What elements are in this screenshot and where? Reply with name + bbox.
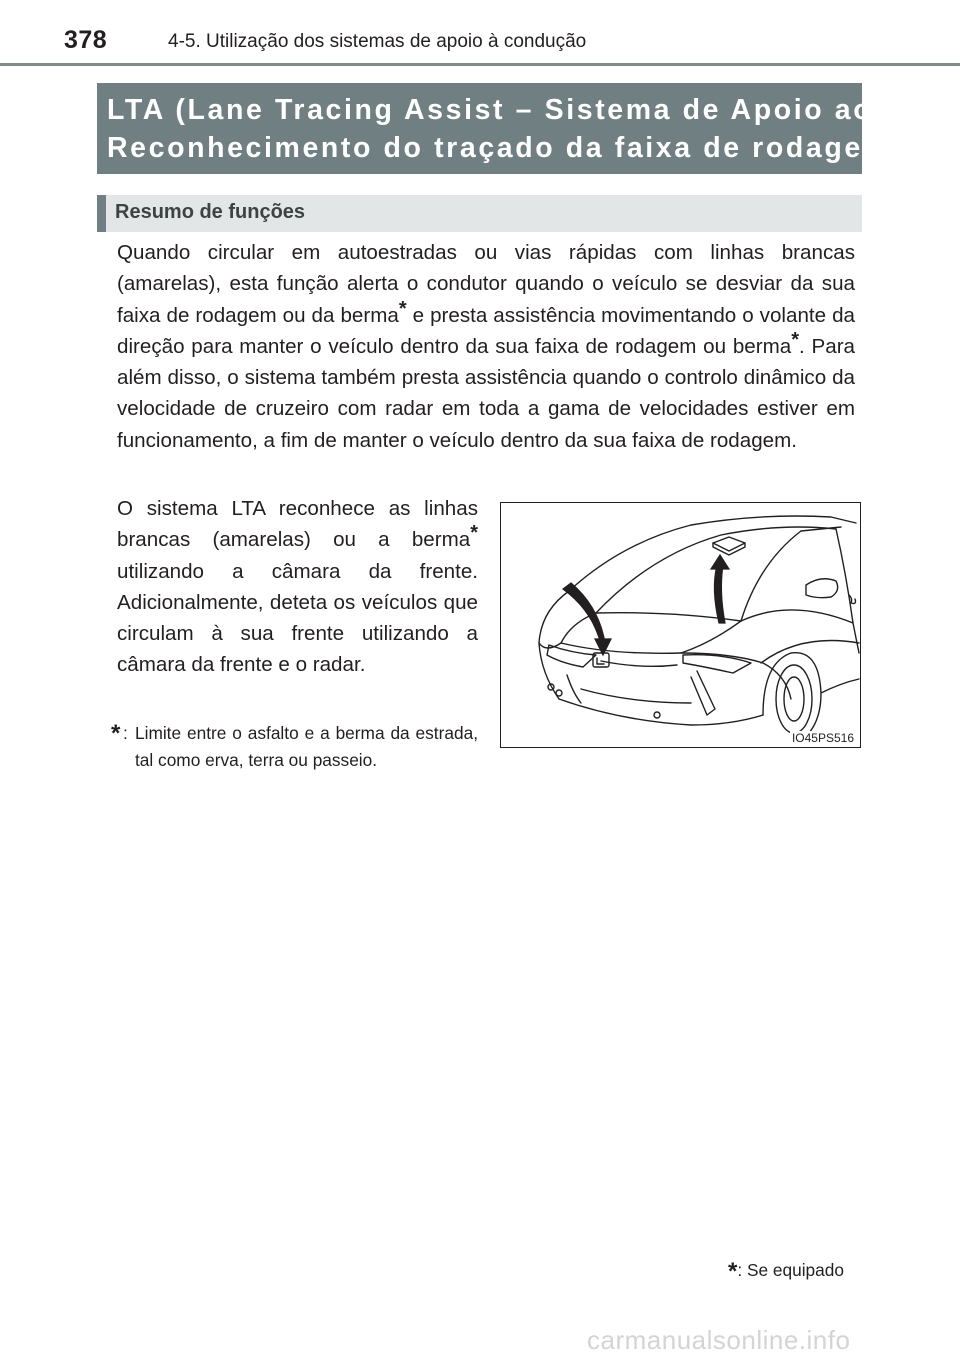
footnote-asterisk: *: [470, 522, 478, 545]
chapter-title-line-2-text: Reconhecimento do traçado da faixa de rodagem): [107, 132, 903, 164]
equipped-note-text: : Se equipado: [737, 1260, 845, 1280]
figure-code: IO45PS516: [791, 731, 854, 745]
intro-text-3: . Para além disso, o sistema também presta assistência quando o controlo dinâmico da velocidade de cruzeiro com radar em toda a gama de velocidades estiver em funcionamento, a fim de manter o veículo dentro da sua faixa de rodagem.: [117, 334, 856, 452]
equipped-note: [728, 1256, 862, 1285]
footnote-asterisk: *: [398, 297, 407, 320]
watermark: carmanualsonline.info: [587, 1325, 851, 1355]
footnote-text: Limite entre o asfalto e a berma da estrada, tal como erva, terra ou passeio.: [135, 723, 478, 770]
lta-text-2: utilizando a câmara da frente. Adicionalmente, deteta os veículos que circulam à sua frente utilizando a câmara da frente e o radar.: [117, 559, 478, 677]
footnote-star: *: [111, 720, 121, 747]
equipped-asterisk: *: [902, 140, 913, 160]
chapter-title-box: [97, 83, 913, 174]
intro-paragraph: [117, 237, 855, 456]
equipped-note-star: *: [728, 1258, 738, 1285]
subheading: Resumo de funções: [115, 201, 306, 223]
footnote: [111, 720, 478, 774]
page-number: 378: [64, 26, 108, 54]
intro-text-1: Quando circular em autoestradas ou vias rápidas com linhas brancas (amarelas), esta função alerta o condutor quando o veículo se desviar da sua faixa de rodagem ou da berma: [117, 241, 855, 327]
footnote-colon: :: [123, 723, 128, 743]
car-figure: [500, 502, 861, 748]
intro-text-2: e presta assistência movimentando o volante da direção para manter o veículo dentro da sua faixa de rodagem ou berma: [117, 303, 855, 358]
page-header: [0, 0, 960, 70]
chapter-title-line-2: [107, 129, 913, 167]
car-front-illustration-icon: [501, 503, 861, 748]
lta-paragraph: [117, 493, 478, 681]
subheading-box: [97, 195, 862, 232]
header-rule: [0, 63, 960, 66]
lta-text-1: O sistema LTA reconhece as linhas brancas (amarelas) ou a berma: [117, 497, 478, 552]
section-title: 4-5. Utilização dos sistemas de apoio à condução: [168, 31, 587, 52]
footnote-asterisk: *: [791, 328, 800, 351]
chapter-title-line-1: LTA (Lane Tracing Assist – Sistema de Apoio ao: [107, 94, 874, 126]
